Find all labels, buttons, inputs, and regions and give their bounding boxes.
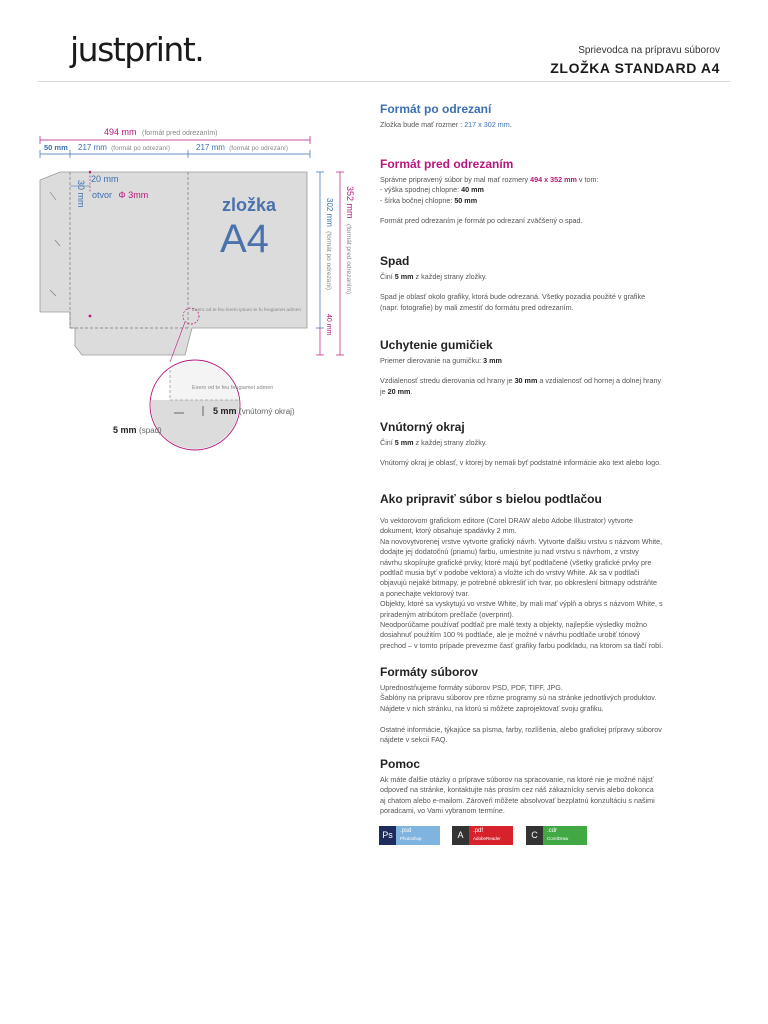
section-format-before: Formát pred odrezaním Správne pripravený súbor by mal mať rozmery 494 x 352 mm v tom: - výška spodnej chlopne: 40 mm - šírka bočnej chlopne: 50 mm Formát pred odrezaním je formát po odrezaní zväčšený o spad. [380,157,720,227]
header-divider [38,81,730,82]
section-title: Uchytenie gumičiek [380,338,493,352]
logo: justprint. [70,30,204,69]
dim-offset-x-label: 20 mm [91,174,119,184]
section-title: Ako pripraviť súbor s bielou podtlačou [380,492,602,506]
download-psd-button[interactable]: Ps .psd Photoshop [379,826,440,845]
section-inner-margin: Vnútorný okraj Činí 5 mm z každej strany zložky. Vnútorný okraj je oblasť, v ktorej by nemali byť podstatné informácie ako text alebo logo. [380,420,720,469]
hole-marker [89,315,92,318]
section-title: Pomoc [380,757,421,771]
download-cdr-button[interactable]: C .cdr CorelDraw [526,826,587,845]
dim-panel-height [316,172,324,328]
dim-total-height-label: 352 mm (formát pred odrezaním) [345,186,355,295]
download-pdf-button[interactable]: A .pdf AdobeReader [452,826,513,845]
zoom-sample-text: Exero od te feu feugiamet admen [192,385,274,391]
product-size: A4 [220,217,269,261]
coreldraw-icon: C [526,826,543,845]
inner-margin-label: 5 mm (vnútorný okraj) [213,406,295,416]
folder-diagram [0,100,360,460]
section-title: Formáty súborov [380,665,479,679]
dim-offset-y-label: 30 mm [76,180,86,208]
header-subtitle: Sprievodca na prípravu súborov [578,45,720,56]
section-format-after: Formát po odrezaní Zložka bude mať rozmer : 217 x 302 mm. [380,102,720,130]
dim-panel-height-label: 302 mm (formát po odrezaní) [325,198,334,291]
section-file-formats: Formáty súborov Uprednostňujeme formáty súborov PSD, PDF, TIFF, JPG. Šablóny na prípravu súborov pre rôzne programy sú na stránke jednotlivých produktov. Nájdete v nich stránku, na ktorú si môžete zaprojektovať svoju grafiku. Ostatné informácie, týkajúce sa písma, farby, rozlíšenia, alebo grafickej prípravy súborov nájdete v sekcii FAQ. [380,665,720,745]
section-white-underprint: Ako pripraviť súbor s bielou podtlačou Vo vektorovom grafickom editore (Corel DRAW alebo Adobe Illustrator) vytvorte dokument, ktorý obsahuje spadávky 2 mm. Na novovytvorenej vrstve vytvorte grafický návrh. Vytvorte ďalšiu vrstvu s názvom White, dodajte jej dodatočnú (priamu) farbu, umiestnite ju nad vrstvu s návrhom, z vrstvy návrhu skopírujte grafické prvky, ktoré majú byť podtlačené (všetky grafické prvky pre podtlač musia byť v podobe vektora) a vložte ich do vrstvy White. Ak sa v podtlači objavujú nejaké bitmapy, je potrebné obkresliť ich tvar, po obkreslení bitmapy odstráňte a ponechajte vektorový tvar. Objekty, ktoré sa vyskytujú vo vrstve White, by mali mať výplň a obrys s názvom White, s priradeným atribútom prečlače (overprint). Neodporúčame používať podtlač pre malé texty a objekty, najlepšie výsledky možno dosiahnuť použitím 100 % podtlače, ale je možné v návrhu podtlače urobiť tónový prechod – v tomto prípade prevezme časť grafiky farbu podkladu, na ktorom sa tlačí robí. [380,492,720,651]
dim-total-width-label: 494 mm (formát pred odrezaním) [104,127,218,137]
section-elastic: Uchytenie gumičiek Priemer dierovanie na gumičku: 3 mm Vzdialenosť stredu dierovania od hrany je 30 mm a vzdialenosť od hornej a dolnej hrany je 20 mm. [380,338,720,397]
dim-bottom-flap [316,328,324,355]
pdf-icon: A [452,826,469,845]
dim-bottom-flap-label: 40 mm [325,314,332,336]
dim-flap-label: 50 mm [44,143,68,152]
photoshop-icon: Ps [379,826,396,845]
hole-label: otvor Φ 3mm [92,190,149,200]
sample-text: Exero od te feu lorem ipsum te fu feugiamet admen [192,308,302,313]
bleed-label: 5 mm (spad) [113,425,162,435]
section-title: Formát po odrezaní [380,102,492,116]
section-title: Formát pred odrezaním [380,157,514,171]
page-title: ZLOŽKA STANDARD A4 [550,60,720,76]
dim-panel2-label: 217 mm (formát po odrezaní) [196,143,289,152]
dim-panel1-label: 217 mm (formát po odrezaní) [78,143,171,152]
section-title: Vnútorný okraj [380,420,465,434]
section-help: Pomoc Ak máte ďalšie otázky o príprave súborov na spracovanie, na ktoré nie je možné nájsť odpoveď na stránke, kontaktujte nás prosím cez náš zákaznícky servis alebo dokonca aj chatom alebo e-mailom. Zároveň môžete absolvovať bezplatnú konzultáciu s našimi poradcami, vo Vami vybranom termíne. [380,757,720,817]
product-name: zložka [222,195,277,215]
section-title: Spad [380,254,410,268]
section-bleed: Spad Činí 5 mm z každej strany zložky. Spad je oblasť okolo grafiky, ktorá bude odrezaná. Všetky pozadia použité v grafike (napr. fotografie) by mali zmestiť do formátu pred odrezaním. [380,254,720,313]
dim-total-height [336,172,344,355]
